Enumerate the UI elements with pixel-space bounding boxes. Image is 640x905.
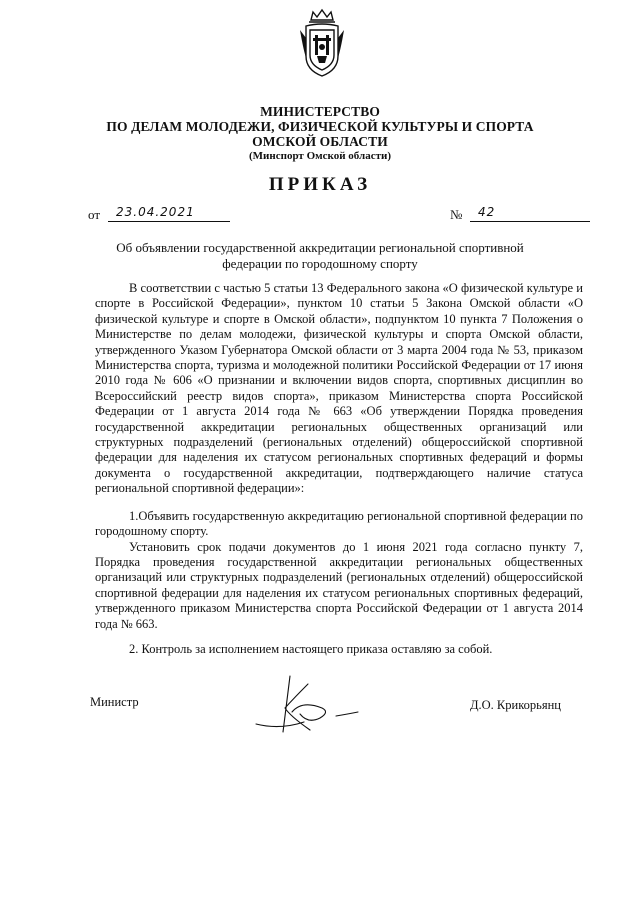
number-field	[470, 206, 590, 222]
number-value: 42	[478, 205, 496, 219]
item-1-continuation: Установить срок подачи документов до 1 июня 2021 года согласно пункту 7, Порядка проведения государственной аккредитации региональных общественных организаций или структурных подразделений (региональных отделений) общероссийской спортивной федерации для наделения их статусом региональных спортивных федераций, утвержденного приказом Министерства спорта Российской Федерации от 1 августа 2014 года № 663.	[95, 539, 583, 631]
signatory-position: Министр	[90, 695, 139, 709]
date-field	[108, 206, 230, 222]
coat-of-arms-emblem	[297, 8, 347, 80]
preamble-paragraph: В соответствии с частью 5 статьи 13 Федерального закона «О физической культуре и спорте в Российской Федерации», пунктом 10 статьи 5 Закона Омской области «О физической культуре и спорте в Омской области», подпунктом 10 пункта 7 Положения о Министерстве по делам молодежи, физической культуры и спорта Омской области, утвержденного Указом Губернатора Омской области от 3 марта 2004 года № 53, приказом Министерства спорта, туризма и молодежной политики Российской Федерации от 17 июня 2010 года № 606 «О признании и включении видов спорта, спортивных дисциплин во Всероссийский реестр видов спорта», приказом Министерства спорта Российской Федерации от 1 августа 2014 года № 663 «Об утверждении Порядка проведения государственной аккредитации региональных общественных организаций или структурных подразделений (региональных отделений) общероссийской спортивной федерации для наделения их статусом региональных спортивных федераций и формы документа о государственной аккредитации, подтверждающего наличие статуса региональной спортивной федерации»:	[95, 281, 583, 496]
date-value: 23.04.2021	[116, 205, 195, 219]
ministry-name-line1: МИНИСТЕРСТВО	[260, 104, 380, 119]
handwritten-signature	[250, 672, 360, 734]
ministry-short-name: (Минспорт Омской области)	[249, 150, 391, 162]
order-subject: Об объявлении государственной аккредитации региональной спортивной федерации по городошному спорту	[116, 240, 524, 271]
ministry-name-line3: ОМСКОЙ ОБЛАСТИ	[252, 134, 388, 149]
document-title: ПРИКАЗ	[268, 174, 372, 195]
signatory-name: Д.О. Крикорьянц	[470, 698, 561, 712]
order-body	[95, 281, 583, 657]
number-prefix: №	[450, 207, 463, 222]
ministry-name-line2: ПО ДЕЛАМ МОЛОДЕЖИ, ФИЗИЧЕСКОЙ КУЛЬТУРЫ И СПОРТА	[106, 119, 534, 134]
date-prefix: от	[88, 207, 101, 222]
item-2-paragraph: 2. Контроль за исполнением настоящего приказа оставляю за собой.	[129, 641, 493, 656]
item-1-paragraph: 1.Объявить государственную аккредитацию региональной спортивной федерации по городошному спорту.	[95, 508, 583, 539]
